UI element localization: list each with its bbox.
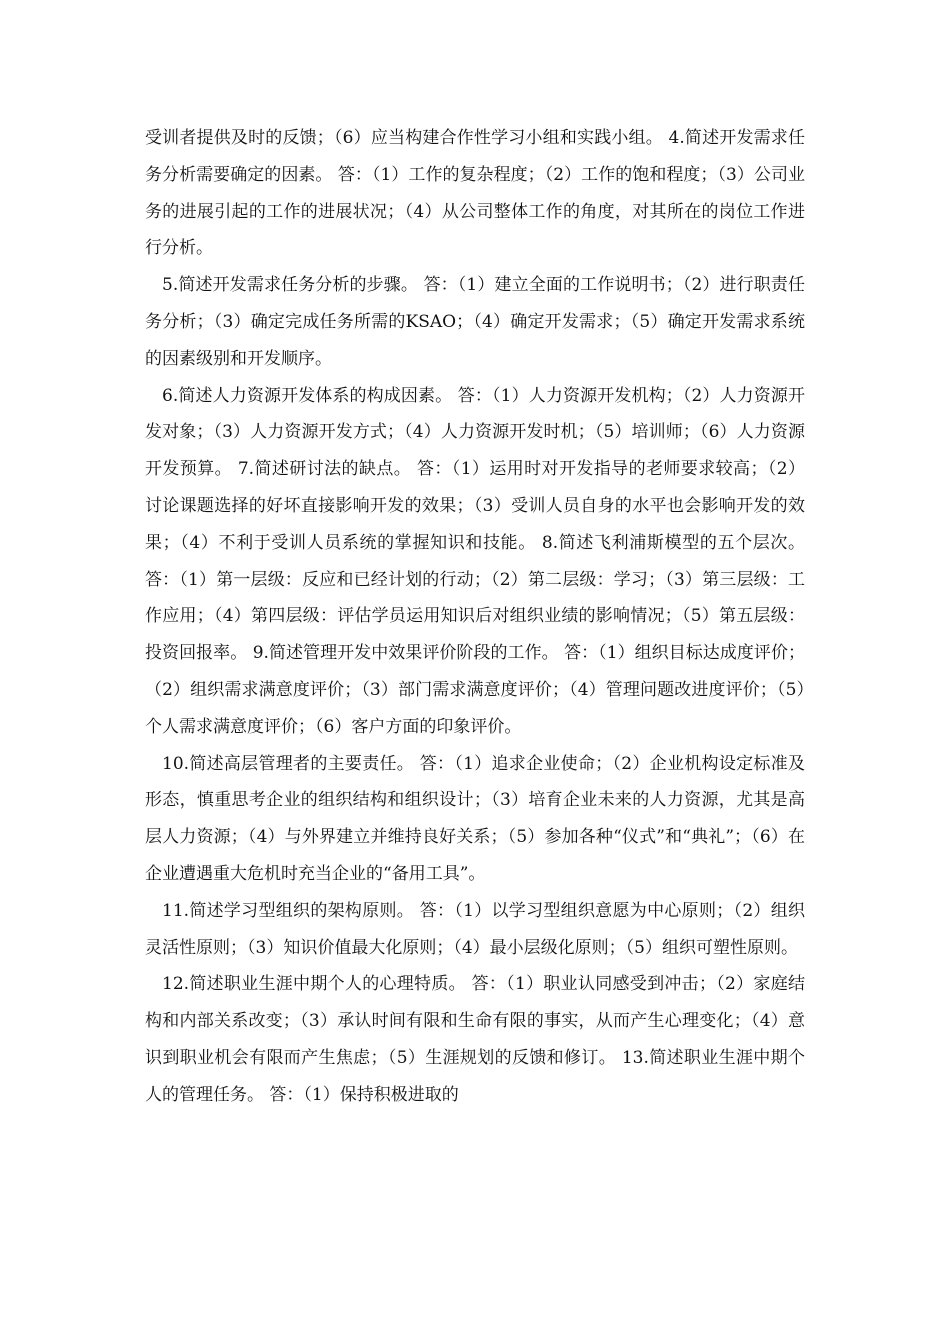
paragraph-5: 11.简述学习型组织的架构原则。 答：（1）以学习型组织意愿为中心原则；（2）组织灵活性原则；（3）知识价值最大化原则；（4）最小层级化原则；（5）组织可塑性原则。 bbox=[145, 900, 805, 958]
paragraph-6: 12.简述职业生涯中期个人的心理特质。 答：（1）职业认同感受到冲击；（2）家庭结构和内部关系改变；（3）承认时间有限和生命有限的事实，从而产生心理变化；（4）意识到职业机会有限而产生焦虑；（5）生涯规划的反馈和修订。 13.简述职业生涯中期个人的管理任务。 答：（1）保持积极进取的 bbox=[145, 974, 805, 1105]
document-body bbox=[145, 120, 805, 1114]
paragraph-4: 10.简述高层管理者的主要责任。 答：（1）追求企业使命；（2）企业机构设定标准及形态，慎重思考企业的组织结构和组织设计；（3）培育企业未来的人力资源，尤其是高层人力资源；（4）与外界建立并维持良好关系；（5）参加各种“仪式”和“典礼”；（6）在企业遭遇重大危机时充当企业的“备用工具”。 bbox=[145, 753, 805, 884]
paragraph-3: 6.简述人力资源开发体系的构成因素。 答：（1）人力资源开发机构；（2）人力资源开发对象；（3）人力资源开发方式；（4）人力资源开发时机；（5）培训师；（6）人力资源开发预算。 7.简述研讨法的缺点。 答：（1）运用时对开发指导的老师要求较高；（2）讨论课题选择的好坏直接影响开发的效果；（3）受训人员自身的水平也会影响开发的效果；（4）不利于受训人员系统的掌握知识和技能。 8.简述飞利浦斯模型的五个层次。 答：（1）第一层级：反应和已经计划的行动；（2）第二层级：学习；（3）第三层级：工作应用；（4）第四层级：评估学员运用知识后对组织业绩的影响情况；（5）第五层级：投资回报率。 9.简述管理开发中效果评价阶段的工作。 答：（1）组织目标达成度评价；（2）组织需求满意度评价；（3）部门需求满意度评价；（4）管理问题改进度评价；（5）个人需求满意度评价；（6）客户方面的印象评价。 bbox=[145, 385, 805, 737]
paragraph-1: 受训者提供及时的反馈；（6）应当构建合作性学习小组和实践小组。 4.简述开发需求任务分析需要确定的因素。 答：（1）工作的复杂程度；（2）工作的饱和程度；（3）公司业务的进展引起的工作的进展状况；（4）从公司整体工作的角度，对其所在的岗位工作进行分析。 bbox=[145, 128, 805, 259]
paragraph-2: 5.简述开发需求任务分析的步骤。 答：（1）建立全面的工作说明书；（2）进行职责任务分析；（3）确定完成任务所需的KSAO；（4）确定开发需求；（5）确定开发需求系统的因素级别和开发顺序。 bbox=[145, 275, 805, 369]
